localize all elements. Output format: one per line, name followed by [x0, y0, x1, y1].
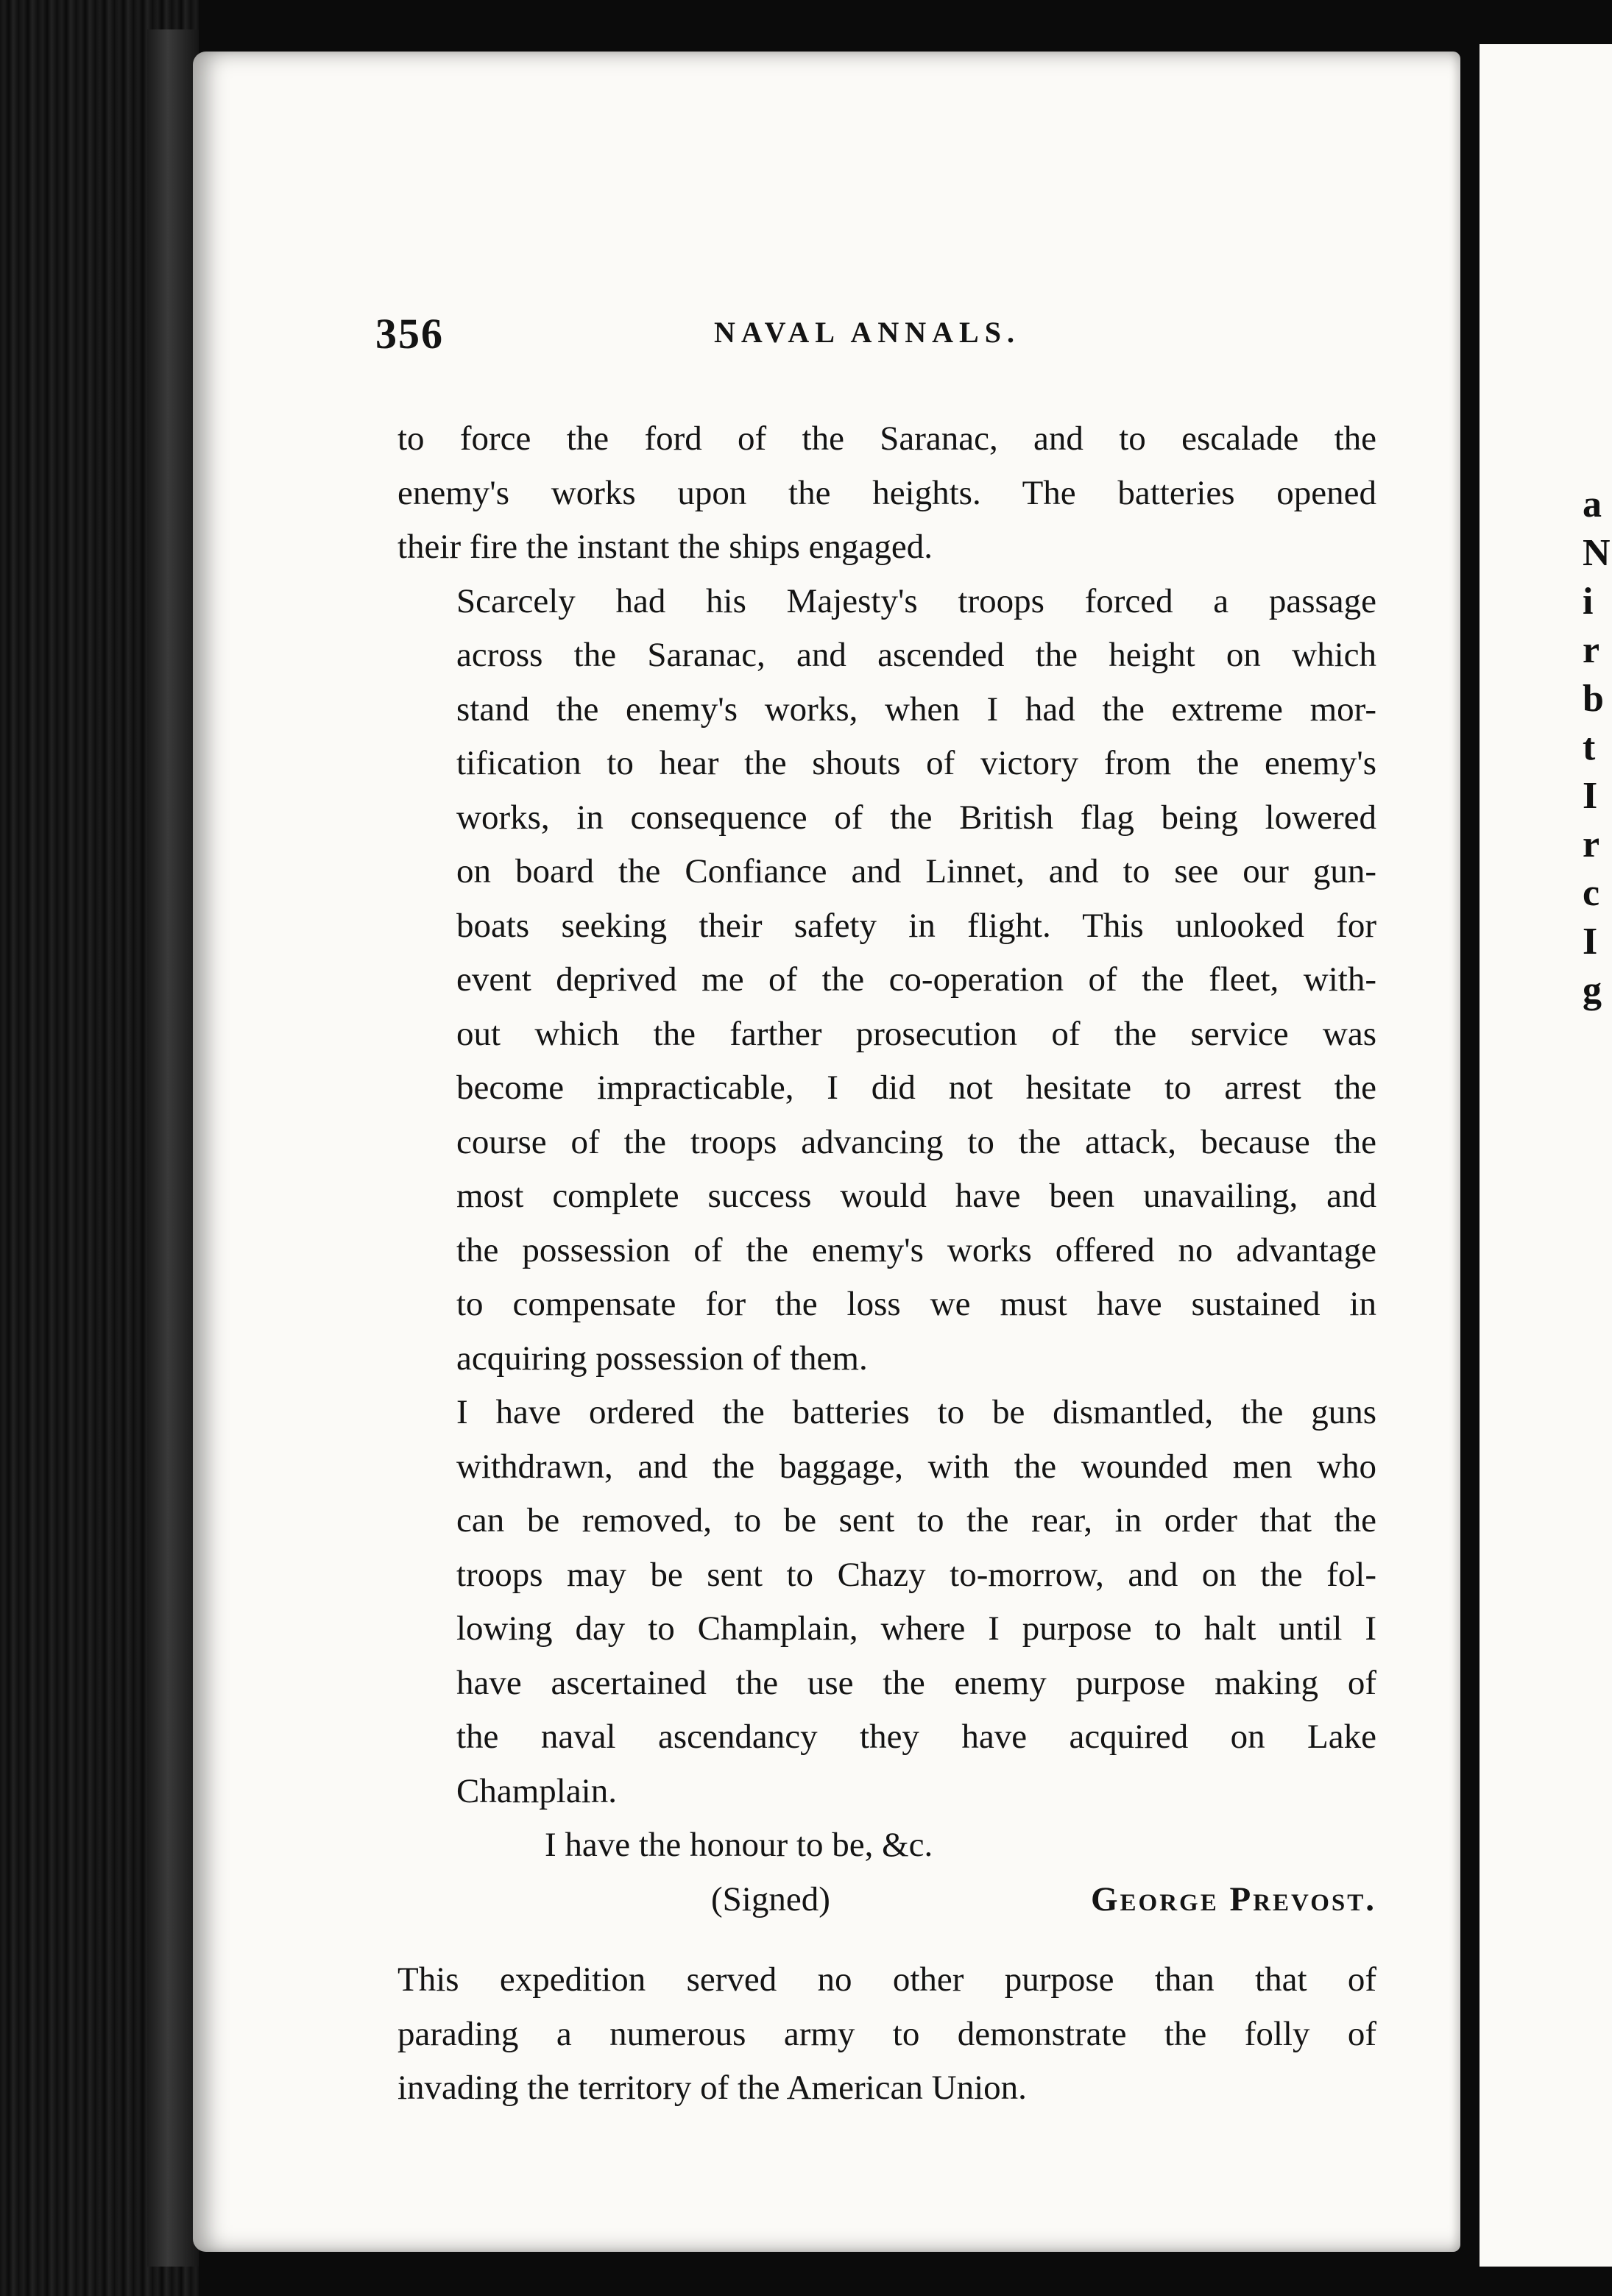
- paragraph: [397, 1953, 1376, 2116]
- facing-page: [1472, 44, 1612, 2267]
- facing-letter: I: [1583, 921, 1598, 963]
- facing-letter: r: [1583, 629, 1600, 671]
- closing-phrase: I have the honour to be, &c.: [545, 1826, 933, 1864]
- paragraph: [397, 575, 1376, 1386]
- facing-letter: r: [1583, 823, 1600, 865]
- facing-letter: g: [1583, 969, 1602, 1011]
- facing-letter: I: [1583, 775, 1598, 817]
- running-title: NAVAL ANNALS.: [714, 316, 1020, 349]
- text-line: works, in consequence of the British flag being lowered: [456, 798, 1376, 837]
- closing-line: [397, 1818, 1376, 1873]
- facing-letter: c: [1583, 872, 1600, 914]
- running-head: [375, 309, 1421, 361]
- facing-letter: a: [1583, 483, 1602, 525]
- facing-letter: b: [1583, 678, 1604, 720]
- text-line: troops may be sent to Chazy to-morrow, and on the fol-: [456, 1555, 1376, 1594]
- text-line: tification to hear the shouts of victory from the enemy's: [456, 744, 1376, 782]
- text-line: Scarcely had his Majesty's troops forced a passage: [456, 581, 1376, 620]
- facing-page-letters: [1583, 483, 1611, 1020]
- text-line: across the Saranac, and ascended the height on which: [456, 636, 1376, 674]
- text-line: have ascertained the use the enemy purpose making of: [456, 1663, 1376, 1702]
- facing-letter: i: [1583, 581, 1594, 623]
- text-line: course of the troops advancing to the attack, because the: [456, 1122, 1376, 1161]
- signature: George Prevost.: [1090, 1879, 1376, 1918]
- paragraph: [397, 412, 1376, 575]
- text-line: most complete success would have been unavailing, and: [456, 1177, 1376, 1215]
- text-line: Champlain.: [456, 1771, 617, 1810]
- text-line: to force the ford of the Saranac, and to escalade the: [397, 419, 1376, 458]
- text-line: parading a numerous army to demonstrate the folly of: [397, 2014, 1376, 2053]
- text-line: boats seeking their safety in flight. This unlooked for: [456, 906, 1376, 945]
- body-text: [397, 412, 1376, 2116]
- text-line: enemy's works upon the heights. The batteries opened: [397, 473, 1376, 512]
- facing-letter: N: [1583, 532, 1611, 574]
- text-line: acquiring possession of them.: [456, 1339, 868, 1378]
- text-line: on board the Confiance and Linnet, and to see our gun-: [456, 852, 1376, 890]
- text-line: This expedition served no other purpose than that of: [397, 1960, 1376, 1999]
- facing-letter: t: [1583, 726, 1596, 768]
- paragraph: [397, 1386, 1376, 1818]
- text-line: lowing day to Champlain, where I purpose to halt until I: [456, 1609, 1376, 1648]
- text-line: can be removed, to be sent to the rear, in order that the: [456, 1501, 1376, 1539]
- text-line: withdrawn, and the baggage, with the wounded men who: [456, 1447, 1376, 1486]
- page-edges: [147, 29, 199, 2267]
- text-line: to compensate for the loss we must have sustained in: [456, 1285, 1376, 1323]
- text-line: stand the enemy's works, when I had the extreme mor-: [456, 690, 1376, 729]
- text-line: out which the farther prosecution of the service was: [456, 1014, 1376, 1053]
- text-line: become impracticable, I did not hesitate to arrest the: [456, 1069, 1376, 1107]
- text-line: the possession of the enemy's works offered no advantage: [456, 1230, 1376, 1269]
- text-line: invading the territory of the American Union.: [397, 2069, 1027, 2107]
- text-line: I have ordered the batteries to be dismantled, the guns: [456, 1393, 1376, 1431]
- text-line: their fire the instant the ships engaged.: [397, 528, 933, 566]
- page-number: 356: [375, 310, 444, 358]
- text-line: event deprived me of the co-operation of the fleet, with-: [456, 960, 1376, 999]
- text-line: the naval ascendancy they have acquired on Lake: [456, 1718, 1376, 1756]
- signature-line: [397, 1873, 1376, 1927]
- signed-label: (Signed): [711, 1879, 830, 1918]
